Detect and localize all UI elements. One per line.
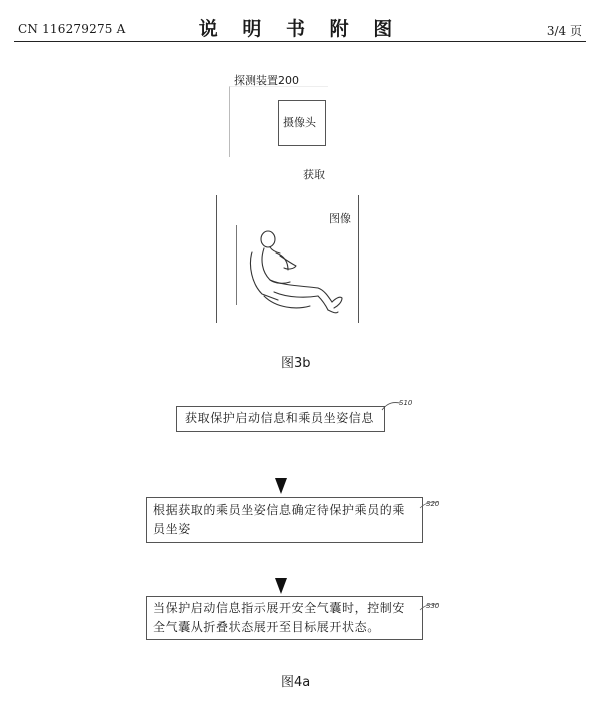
image-frame-right xyxy=(358,195,359,323)
figure-3b-caption: 图3b xyxy=(281,356,311,371)
acquire-label: 获取 xyxy=(303,168,325,181)
flow-arrow-1 xyxy=(275,478,287,494)
publication-number: CN 116279275 A xyxy=(18,22,126,36)
flow-step-s10-text: 获取保护启动信息和乘员坐姿信息 xyxy=(185,411,375,425)
flow-step-s10 xyxy=(176,406,385,432)
flow-step-s30-text-line2: 全气囊从折叠状态展开至目标展开状态。 xyxy=(153,620,380,634)
seat-edge-line xyxy=(236,225,237,305)
flow-arrow-2 xyxy=(275,578,287,594)
s20-label: S20 xyxy=(426,500,440,508)
flow-step-s20 xyxy=(146,497,423,543)
figure-4a-caption: 图4a xyxy=(281,675,311,690)
s10-label: S10 xyxy=(399,399,413,407)
image-frame-left xyxy=(216,195,217,323)
flow-step-s30-text-line1: 当保护启动信息指示展开安全气囊时，控制安 xyxy=(153,601,406,615)
page-title: 说 明 书 附 图 xyxy=(198,18,402,40)
page-number: 3/4 页 xyxy=(546,24,582,38)
image-label: 图像 xyxy=(329,212,351,225)
seated-occupant-sketch xyxy=(244,226,356,318)
flow-step-s20-text-line1: 根据获取的乘员坐姿信息确定待保护乘员的乘 xyxy=(153,503,406,517)
camera-label: 摄像头 xyxy=(283,116,316,129)
header-rule xyxy=(14,41,586,42)
flow-step-s30 xyxy=(146,596,423,640)
s30-label: S30 xyxy=(426,602,440,610)
camera-box xyxy=(278,100,326,146)
flow-step-s20-text-line2: 员坐姿 xyxy=(153,522,191,536)
detection-device-label: 探测装置200 xyxy=(234,74,299,87)
